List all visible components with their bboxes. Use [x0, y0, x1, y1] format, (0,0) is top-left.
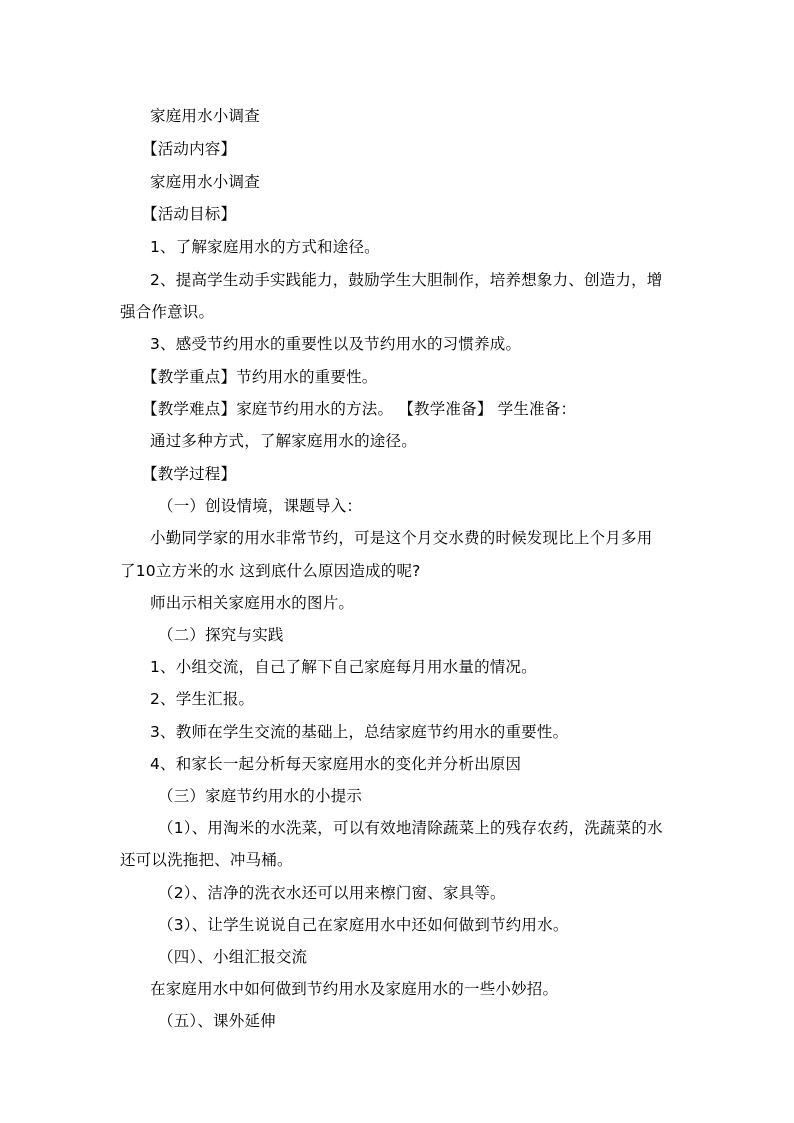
- section-1-heading: （一）创设情境，课题导入：: [158, 497, 363, 515]
- list-item: 3、教师在学生交流的基础上，总结家庭节约用水的重要性。: [150, 723, 569, 741]
- doc-title: 家庭用水小调查: [150, 107, 260, 125]
- teaching-difficulty: 【教学难点】家庭节约用水的方法。 【教学准备】 学生准备：: [142, 400, 577, 418]
- paragraph: 家庭用水小调查: [150, 173, 260, 191]
- list-item: 1、小组交流，自己了解下自己家庭每月用水量的情况。: [150, 658, 537, 676]
- section-5-heading: （五）、课外延伸: [158, 1012, 276, 1030]
- section-3-heading: （三）家庭节约用水的小提示: [158, 787, 363, 805]
- paragraph: 通过多种方式，了解家庭用水的途径。: [150, 432, 417, 450]
- paragraph: 小勤同学家的用水非常节约，可是这个月交水费的时候发现比上个月多用: [150, 529, 653, 547]
- goal-item-2-cont: 强合作意识。: [120, 303, 215, 321]
- heading-teaching-process: 【教学过程】: [142, 465, 237, 483]
- paragraph-cont: 了10立方米的水 这到底什么原因造成的呢?: [120, 562, 421, 580]
- section-4-heading: （四）、小组汇报交流: [158, 948, 308, 966]
- teaching-key-point: 【教学重点】节约用水的重要性。: [142, 368, 378, 386]
- list-item: 4、和家长一起分析每天家庭用水的变化并分析出原因: [150, 755, 522, 773]
- tip-item-3: （3）、让学生说说自己在家庭用水中还如何做到节约用水。: [158, 916, 569, 934]
- heading-activity-content: 【活动内容】: [142, 140, 237, 158]
- section-2-heading: （二）探究与实践: [158, 626, 284, 644]
- heading-activity-goals: 【活动目标】: [142, 205, 237, 223]
- tip-item-2: （2）、洁净的洗衣水还可以用来檫门窗、家具等。: [158, 884, 506, 902]
- list-item: 2、学生汇报。: [150, 690, 255, 708]
- goal-item-3: 3、感受节约用水的重要性以及节约用水的习惯养成。: [150, 335, 522, 353]
- tip-item-1-cont: 还可以洗拖把、冲马桶。: [120, 851, 293, 869]
- paragraph: 师出示相关家庭用水的图片。: [150, 594, 355, 612]
- tip-item-1: （1）、用淘米的水洗菜，可以有效地清除蔬菜上的残存农药，洗蔬菜的水: [158, 819, 663, 837]
- goal-item-2: 2、提高学生动手实践能力，鼓励学生大胆制作，培养想象力、创造力，增: [150, 271, 663, 289]
- goal-item-1: 1、了解家庭用水的方式和途径。: [150, 238, 380, 256]
- paragraph: 在家庭用水中如何做到节约用水及家庭用水的一些小妙招。: [150, 980, 559, 998]
